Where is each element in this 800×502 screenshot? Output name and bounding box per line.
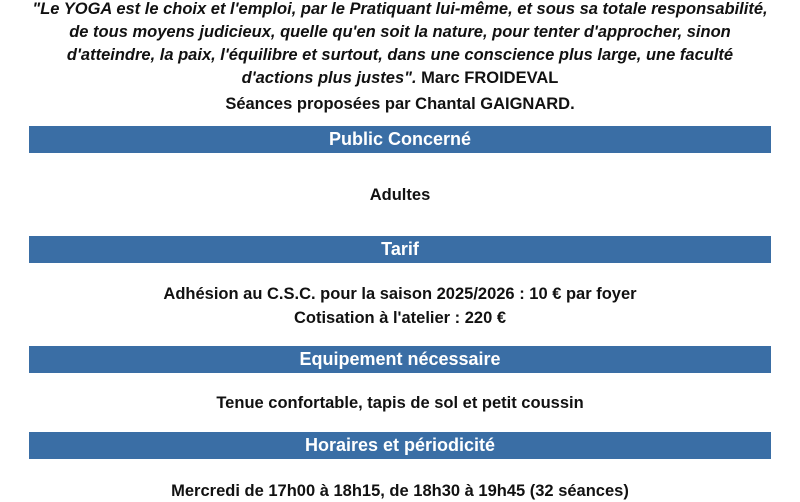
quote-line-4-text: d'actions plus justes". [241, 69, 417, 87]
section-header-horaires: Horaires et périodicité [29, 432, 771, 459]
equipement-line-1: Tenue confortable, tapis de sol et petit coussin [216, 394, 584, 412]
section-header-equipement: Equipement nécessaire [29, 346, 771, 373]
sessions-credit: Séances proposées par Chantal GAIGNARD. [225, 95, 575, 113]
public-line-1: Adultes [369, 186, 431, 204]
tarif-line-1: Adhésion au C.S.C. pour la saison 2025/2026 : 10 € par foyer [163, 285, 637, 303]
horaires-line-1: Mercredi de 17h00 à 18h15, de 18h30 à 19h45 (32 séances) [171, 482, 629, 500]
section-header-tarif: Tarif [29, 236, 771, 263]
quote-line-3: d'atteindre, la paix, l'équilibre et surtout, dans une conscience plus large, une faculté [66, 46, 734, 64]
tarif-line-2: Cotisation à l'atelier : 220 € [293, 309, 507, 327]
section-header-public: Public Concerné [29, 126, 771, 153]
yoga-quote [0, 0, 800, 90]
quote-line-1: "Le YOGA est le choix et l'emploi, par le Pratiquant lui-même, et sous sa totale responsabilité, [32, 0, 768, 18]
quote-author: Marc FROIDEVAL [421, 69, 559, 87]
quote-line-4 [0, 67, 800, 90]
quote-line-2: de tous moyens judicieux, quelle qu'en soit la nature, pour tenter d'approcher, sinon [69, 23, 731, 41]
